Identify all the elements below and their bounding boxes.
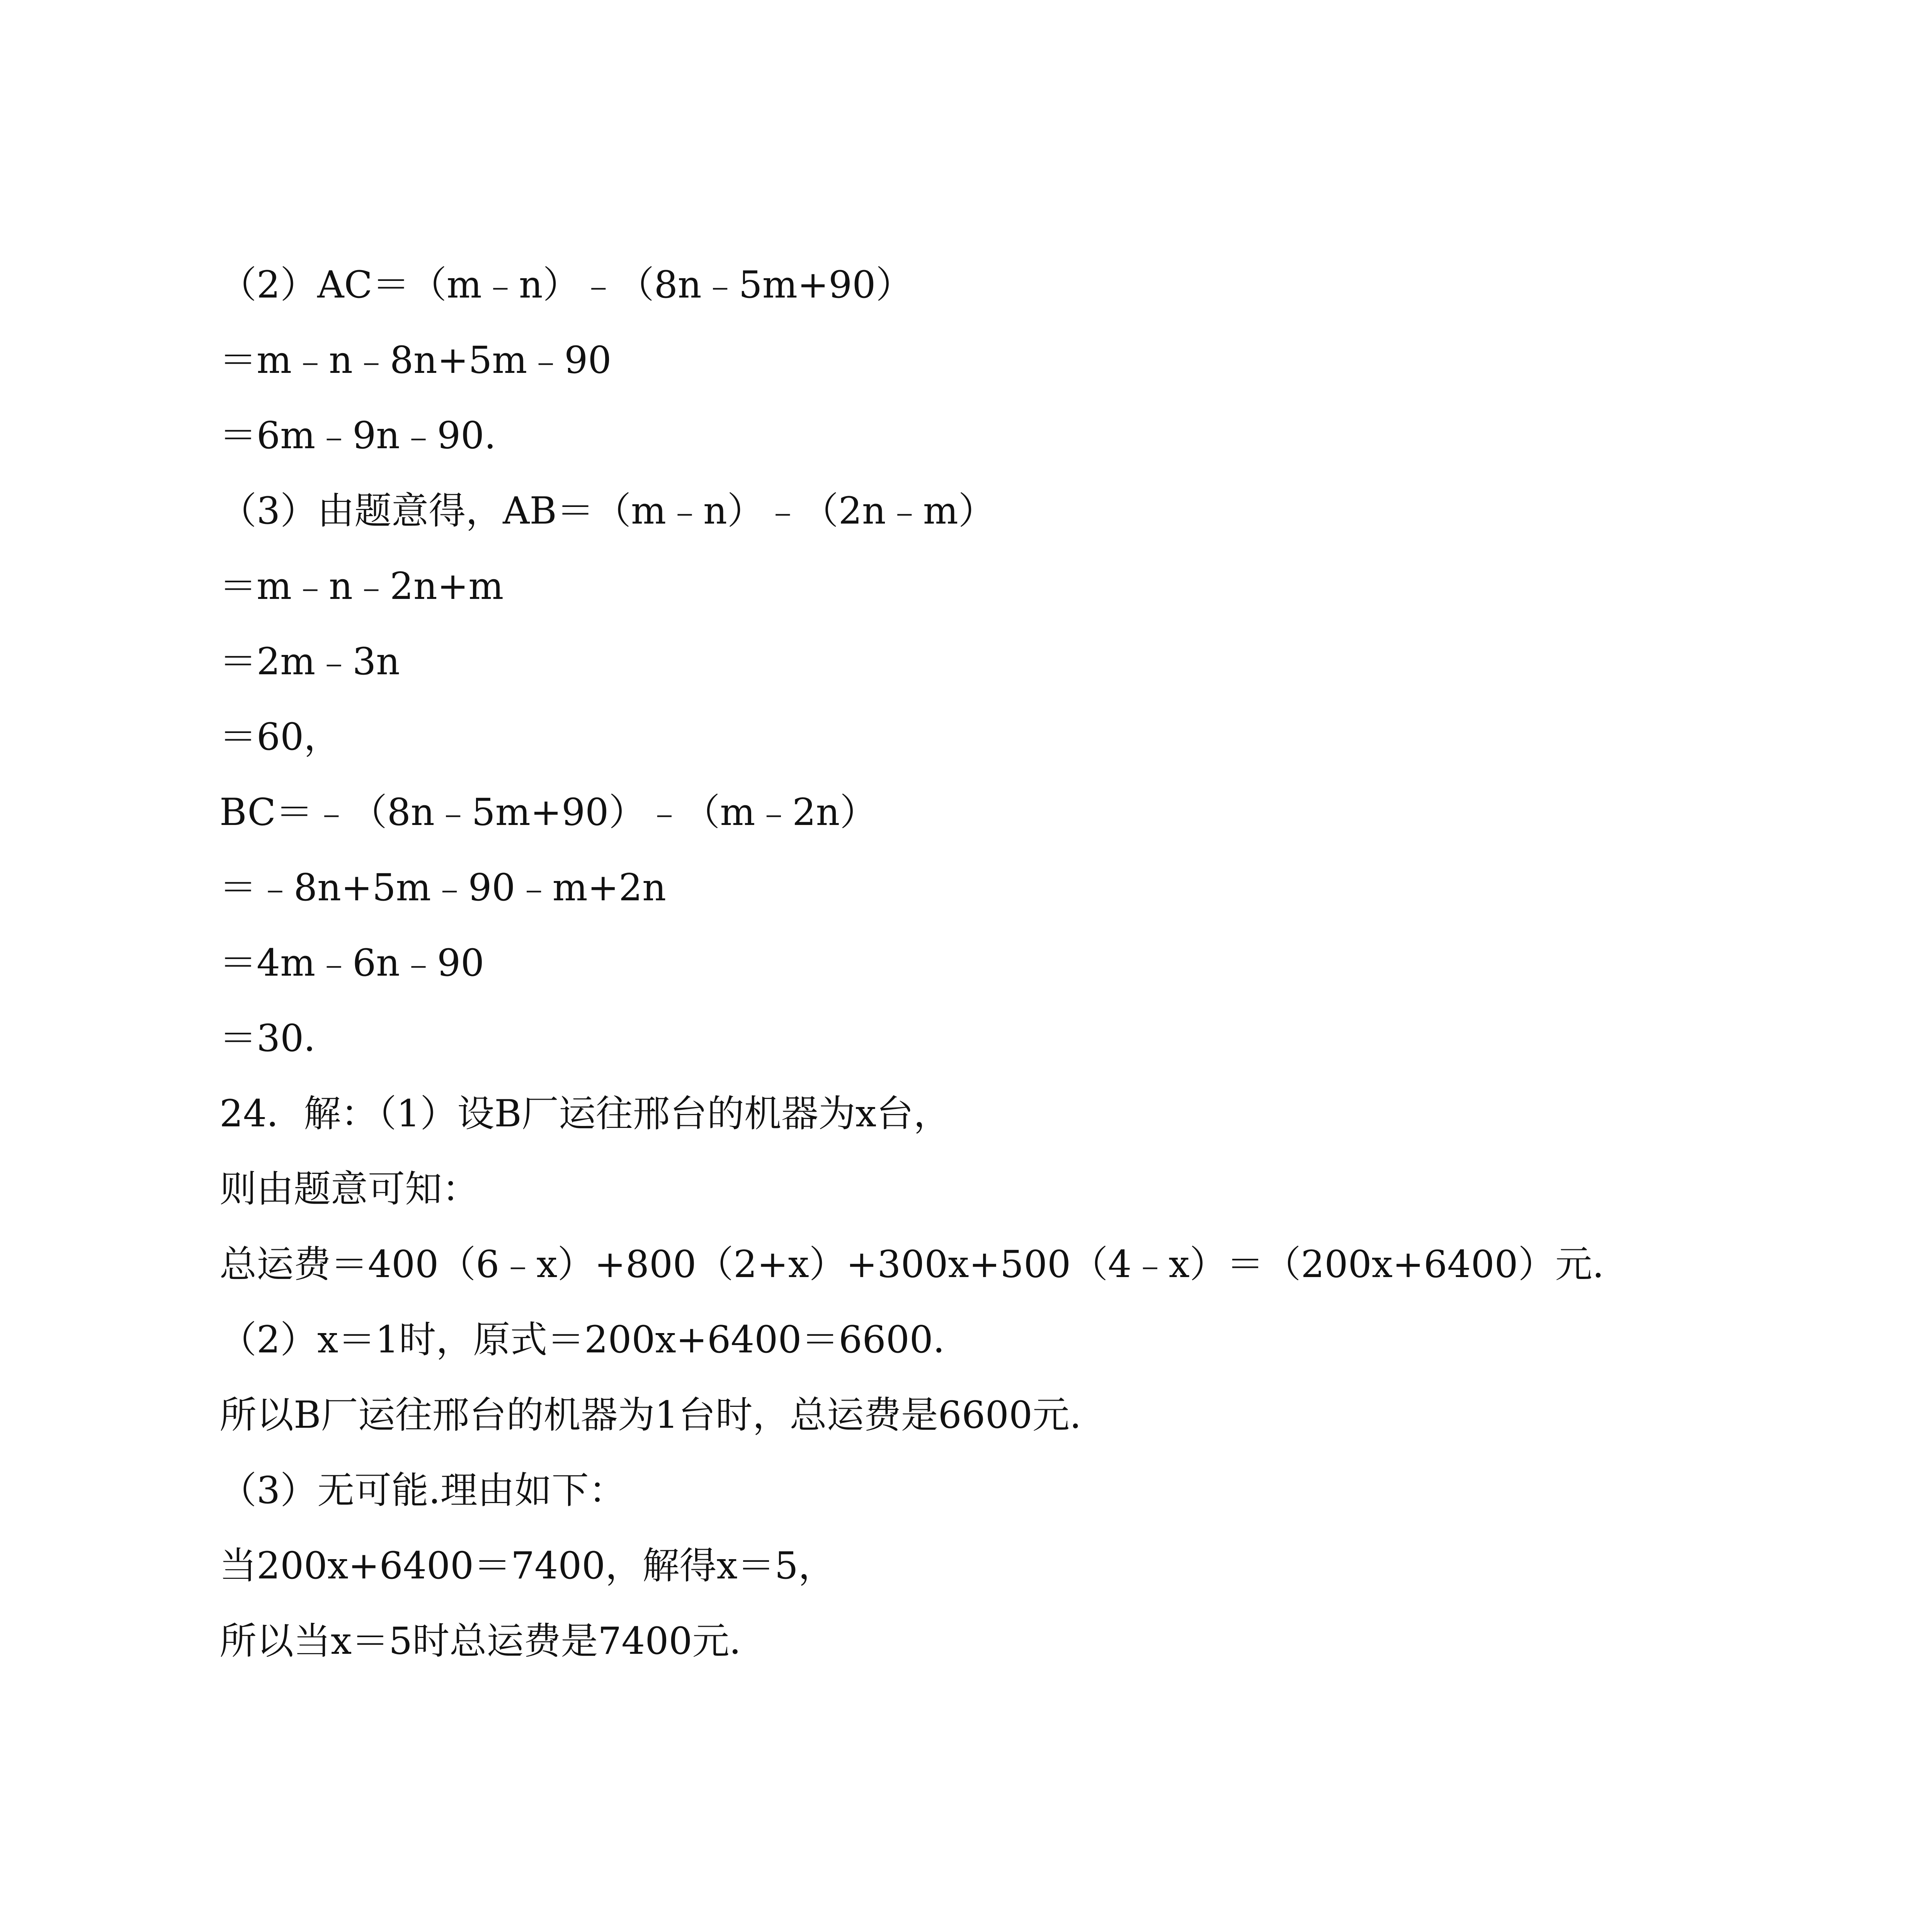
solution-line: 当200x+6400＝7400，解得x＝5， [219,1544,835,1587]
solution-line: ＝30． [219,1017,341,1060]
solution-line: 所以当x＝5时总运费是7400元． [219,1619,767,1663]
solution-line: BC＝﹣（8n﹣5m+90）﹣（m﹣2n） [219,791,877,834]
solution-line: ＝60， [219,715,341,759]
solution-line: ＝4m﹣6n﹣90 [219,941,485,985]
solution-line: ＝﹣8n+5m﹣90﹣m+2n [219,866,666,909]
solution-line: ＝2m﹣3n [219,640,400,683]
solution-line: ＝m﹣n﹣8n+5m﹣90 [219,338,612,382]
solution-line: 则由题意可知： [219,1167,479,1211]
solution-line: 总运费＝400（6﹣x）+800（2+x）+300x+500（4﹣x）＝（200x+6400）元. [219,1243,1604,1286]
solution-line: ＝m﹣n﹣2n+m [219,565,504,608]
solution-line: （3）无可能.理由如下： [219,1469,626,1512]
solution-line: （2）AC＝（m﹣n）﹣（8n﹣5m+90） [219,263,913,306]
problem-24-heading: 24．解：（1）设B厂运往邢台的机器为x台， [219,1092,951,1135]
solution-line: （2）x＝1时，原式＝200x+6400＝6600． [219,1318,970,1361]
solution-line: （3）由题意得，AB＝（m﹣n）﹣（2n﹣m） [219,489,995,532]
solution-line: 所以B厂运往邢台的机器为1台时，总运费是6600元. [219,1393,1082,1437]
solution-body [219,247,1726,1679]
solution-line: ＝6m﹣9n﹣90. [219,414,496,457]
